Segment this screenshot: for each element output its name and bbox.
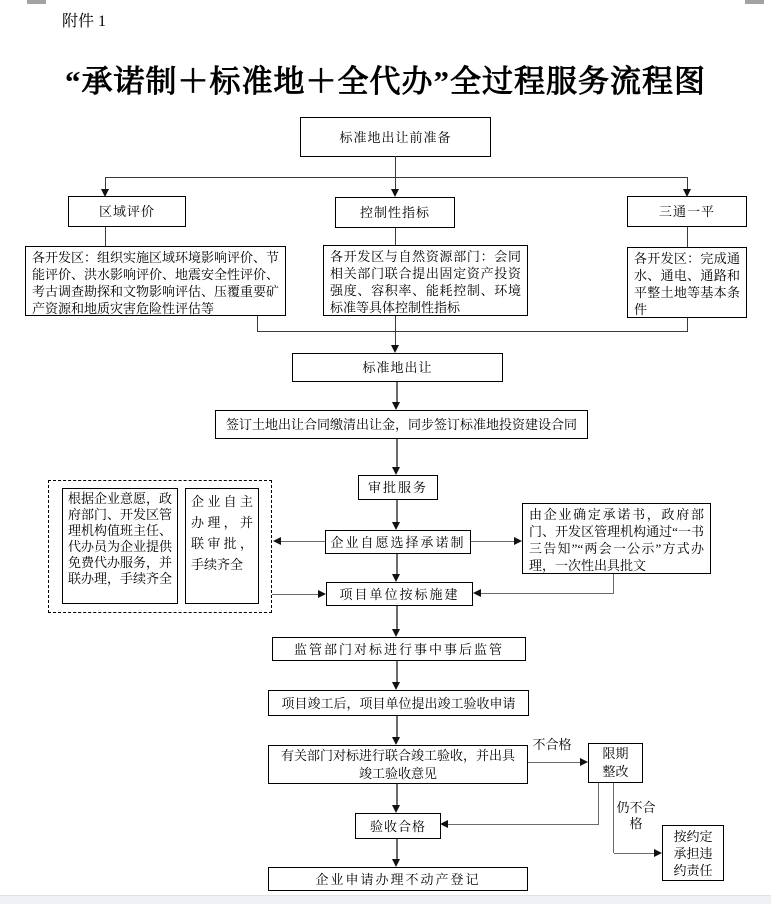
arrowhead-to-completion bbox=[392, 682, 400, 690]
flow-node-enterprise-self-handling: 企业自主办理，并联审批，手续齐全 bbox=[185, 488, 259, 604]
connector-commitment-elbow-horizontal bbox=[481, 593, 614, 594]
attachment-label: 附件 1 bbox=[62, 13, 107, 30]
flow-node-commitment-letter-processing: 由企业确定承诺书，政府部门、开发区管理机构通过“一书三告知”“两会一公示”方式办理，一次性出具批文 bbox=[522, 503, 711, 574]
flow-node-control-indicators-detail: 各开发区与自然资源部门：会同相关部门联合提出固定资产投资强度、容积率、能耗控制、环境标准等具体控制性指标 bbox=[323, 245, 528, 316]
connector-transfer-to-sign bbox=[396, 382, 398, 402]
arrowhead-rectify-into-pass bbox=[440, 820, 448, 828]
connector-voluntary-to-dashed bbox=[281, 541, 325, 542]
flow-node-acceptance-passed: 验收合格 bbox=[355, 813, 441, 839]
connector-three-detail bbox=[687, 227, 688, 247]
flow-node-pre-transfer-preparation: 标准地出让前准备 bbox=[300, 117, 491, 157]
flow-node-real-estate-registration: 企业申请办理不动产登记 bbox=[268, 867, 528, 891]
flow-node-build-per-standards: 项目单位按标施建 bbox=[326, 582, 473, 606]
arrowhead-to-supervise bbox=[392, 629, 400, 637]
flow-node-sign-contract: 签订土地出让合同缴清出让金，同步签订标准地投资建设合同 bbox=[215, 410, 588, 439]
flow-node-voluntary-commitment: 企业自愿选择承诺制 bbox=[325, 530, 471, 554]
flow-node-approval-service: 审批服务 bbox=[358, 475, 438, 500]
connector-distributor-bar bbox=[105, 177, 688, 178]
arrowhead-commitment-into-build bbox=[473, 589, 481, 597]
arrowhead-dashed-into-build bbox=[318, 590, 326, 598]
flow-node-control-indicators: 控制性指标 bbox=[335, 197, 455, 228]
connector-rectify-to-pass-vertical bbox=[598, 783, 599, 824]
arrowhead-into-rectify bbox=[580, 758, 588, 766]
connector-joint-to-pass bbox=[396, 784, 398, 805]
connector-completion-to-joint bbox=[396, 716, 398, 737]
arrowhead-to-sign bbox=[392, 402, 400, 410]
connector-dashed-to-build bbox=[272, 594, 318, 595]
connector-rectify-to-breach-horizontal bbox=[614, 853, 654, 854]
connector-regional-merge bbox=[257, 316, 258, 331]
arrowhead-to-three bbox=[683, 189, 691, 197]
connector-rectify-to-breach-vertical bbox=[613, 783, 614, 853]
arrowhead-to-voluntary bbox=[392, 522, 400, 530]
connector-merge-to-transfer bbox=[395, 316, 396, 345]
connector-prep-stem bbox=[395, 156, 396, 178]
arrowhead-to-regional bbox=[101, 189, 109, 197]
arrowhead-to-approval bbox=[392, 467, 400, 475]
bottom-window-strip bbox=[0, 895, 771, 904]
flow-node-completion-acceptance-application: 项目竣工后，项目单位提出竣工验收申请 bbox=[268, 690, 529, 716]
flow-node-three-connections-one-leveling: 三通一平 bbox=[627, 196, 747, 227]
connector-three-merge bbox=[687, 318, 688, 331]
connector-merge-bar bbox=[257, 331, 688, 332]
ruler-mark-right bbox=[745, 0, 764, 4]
arrowhead-to-joint bbox=[392, 737, 400, 745]
arrowhead-into-dashed bbox=[273, 537, 281, 545]
edge-label-unqualified: 不合格 bbox=[528, 737, 576, 753]
arrowhead-to-transfer bbox=[391, 345, 399, 353]
arrowhead-to-registry bbox=[392, 859, 400, 867]
arrowhead-to-pass bbox=[392, 805, 400, 813]
connector-commitment-elbow-vertical bbox=[613, 574, 614, 593]
connector-build-to-supervise bbox=[396, 606, 398, 629]
flow-node-regional-evaluation-detail: 各开发区：组织实施区域环境影响评价、节能评价、洪水影响评价、地震安全性评价、考古调查勘探和文物影响评估、压覆重要矿产资源和地质灾害危险性评估等 bbox=[25, 246, 286, 316]
connector-approval-to-voluntary bbox=[396, 500, 398, 522]
flow-node-rectify-within-deadline: 限期整改 bbox=[588, 743, 643, 783]
connector-joint-to-rectify bbox=[528, 762, 580, 763]
flow-node-standard-land-transfer: 标准地出让 bbox=[292, 353, 503, 382]
flow-node-free-agency-service: 根据企业意愿，政府部门、开发区管理机构值班主任、代办员为企业提供免费代办服务，并联办理，手续齐全 bbox=[62, 488, 178, 604]
ruler-mark-left bbox=[27, 0, 46, 4]
arrowhead-into-commitment bbox=[514, 537, 522, 545]
arrowhead-to-build bbox=[392, 574, 400, 582]
arrowhead-into-breach bbox=[654, 849, 662, 857]
flow-node-breach-liability: 按约定承担违约责任 bbox=[662, 825, 724, 881]
connector-regional-detail bbox=[105, 227, 106, 246]
flow-node-three-connections-detail: 各开发区：完成通水、通电、通路和平整土地等基本条件 bbox=[627, 247, 747, 318]
arrowhead-to-control bbox=[391, 189, 399, 197]
flow-node-regional-evaluation: 区域评价 bbox=[68, 196, 186, 227]
connector-sign-to-approval bbox=[396, 439, 398, 467]
connector-voluntary-to-build bbox=[396, 554, 398, 574]
flow-node-supervision: 监管部门对标进行事中事后监管 bbox=[272, 637, 526, 661]
connector-pass-to-registry bbox=[396, 839, 398, 859]
flow-node-joint-acceptance: 有关部门对标进行联合竣工验收，并出具竣工验收意见 bbox=[268, 745, 528, 784]
connector-voluntary-to-commitment bbox=[471, 541, 514, 542]
connector-supervise-to-completion bbox=[396, 661, 398, 682]
connector-control-detail bbox=[395, 228, 396, 245]
connector-rectify-to-pass-horizontal bbox=[448, 824, 599, 825]
page-title: “承诺制＋标准地＋全代办”全过程服务流程图 bbox=[65, 64, 706, 99]
edge-label-still-unqualified: 仍不合格 bbox=[616, 800, 656, 831]
